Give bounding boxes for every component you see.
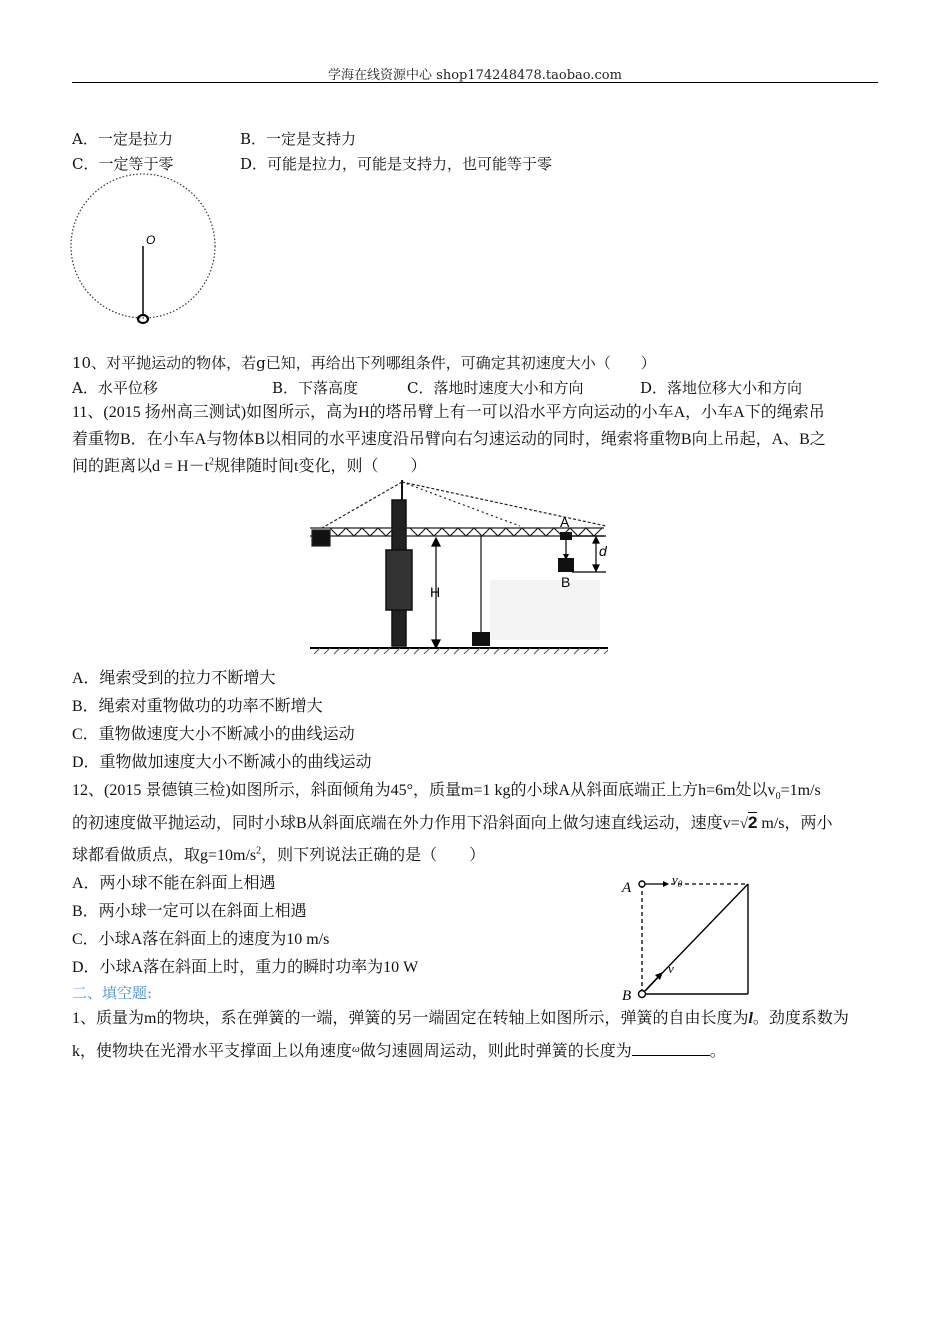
header-divider <box>72 82 878 83</box>
center-label-o: O <box>146 233 156 247</box>
q11-stem-line2: 着重物B．在小车A与物体B以相同的水平速度沿吊臂向右匀速运动的同时，绳索将重物B向上吊起，A、B之 <box>72 431 826 448</box>
q10-stem: 10、对平抛运动的物体，若g已知，再给出下列哪组条件，可确定其初速度大小（ ） <box>72 354 656 372</box>
ball-b <box>639 991 646 998</box>
q9-option-d: D．可能是拉力，可能是支持力，也可能等于零 <box>240 155 553 173</box>
q12-stem-line2: 的初速度做平抛运动，同时小球B从斜面底端在外力作用下沿斜面向上做匀速直线运动，速度v=√2 m/s，两小 <box>72 813 833 832</box>
label-a: A <box>560 514 570 530</box>
q11-stem-line1: 11、(2015 扬州高三测试)如图所示，高为H的塔吊臂上有一可以沿水平方向运动的小车A，小车A下的绳索吊 <box>72 404 825 421</box>
crane-tower <box>386 480 412 646</box>
fill-q1-line2: k，使物块在光滑水平支撑面上以角速度$^\omega$做匀速圆周运动，则此时弹簧的长度为 。 <box>72 1043 726 1060</box>
q9-option-a: A．一定是拉力 <box>72 130 173 148</box>
q11-option-a: A．绳索受到的拉力不断增大 <box>72 670 276 687</box>
circle-figure <box>70 172 220 328</box>
label-d: d <box>599 543 607 559</box>
slope-figure <box>620 872 760 1004</box>
q10-option-b: B．下落高度 <box>272 379 359 397</box>
label-v: v <box>668 961 674 976</box>
trolley-a <box>560 532 572 540</box>
page-header: 学海在线资源中心 shop174248478.taobao.com <box>328 68 622 83</box>
q10-option-d: D．落地位移大小和方向 <box>640 379 803 397</box>
q11-option-c: C．重物做速度大小不断减小的曲线运动 <box>72 726 355 743</box>
crane-figure <box>310 480 610 656</box>
q12-option-c: C．小球A落在斜面上的速度为10 m/s <box>72 931 330 948</box>
label-b: B <box>622 988 632 1004</box>
label-b: B <box>561 574 571 590</box>
q10-option-c: C．落地时速度大小和方向 <box>407 379 584 397</box>
q11-option-d: D．重物做加速度大小不断减小的曲线运动 <box>72 754 372 771</box>
q12-option-a: A．两小球不能在斜面上相遇 <box>72 875 276 892</box>
answer-blank[interactable] <box>632 1041 710 1056</box>
q12-option-b: B．两小球一定可以在斜面上相遇 <box>72 903 307 920</box>
ball <box>138 315 148 323</box>
section-title: 二、填空题: <box>72 984 153 1002</box>
ball-a <box>639 881 645 887</box>
label-a: A <box>622 880 632 896</box>
label-v0: $v_0$ <box>672 872 683 889</box>
q12-stem-line3: 球都看做质点，取$g=10m/s^2$，则下列说法正确的是（ ） <box>72 845 486 864</box>
ground-load-block <box>472 632 490 646</box>
q12-option-d: D．小球A落在斜面上时，重力的瞬时功率为10 W <box>72 959 419 976</box>
label-h: H <box>430 584 441 600</box>
q9-option-b: B．一定是支持力 <box>240 130 357 148</box>
q10-option-a: A．水平位移 <box>72 379 158 397</box>
q11-option-b: B．绳索对重物做功的功率不断增大 <box>72 698 323 715</box>
q12-stem-line1: 12、(2015 景德镇三检)如图所示，斜面倾角为45°，质量m=1 kg的小球A从斜面底端正上方h=6m处以$v_0=1m/s$ <box>72 782 821 803</box>
fill-q1-line1: 1、质量为m的物块，系在弹簧的一端，弹簧的另一端固定在转轴上如图所示，弹簧的自由长度为l。劲度系数为 <box>72 1010 849 1027</box>
q9-option-c: C．一定等于零 <box>72 155 174 173</box>
q11-stem-line3: 间的距离以$d = H-t^2$规律随时间t变化，则（ ） <box>72 456 427 475</box>
load-b <box>558 558 574 572</box>
